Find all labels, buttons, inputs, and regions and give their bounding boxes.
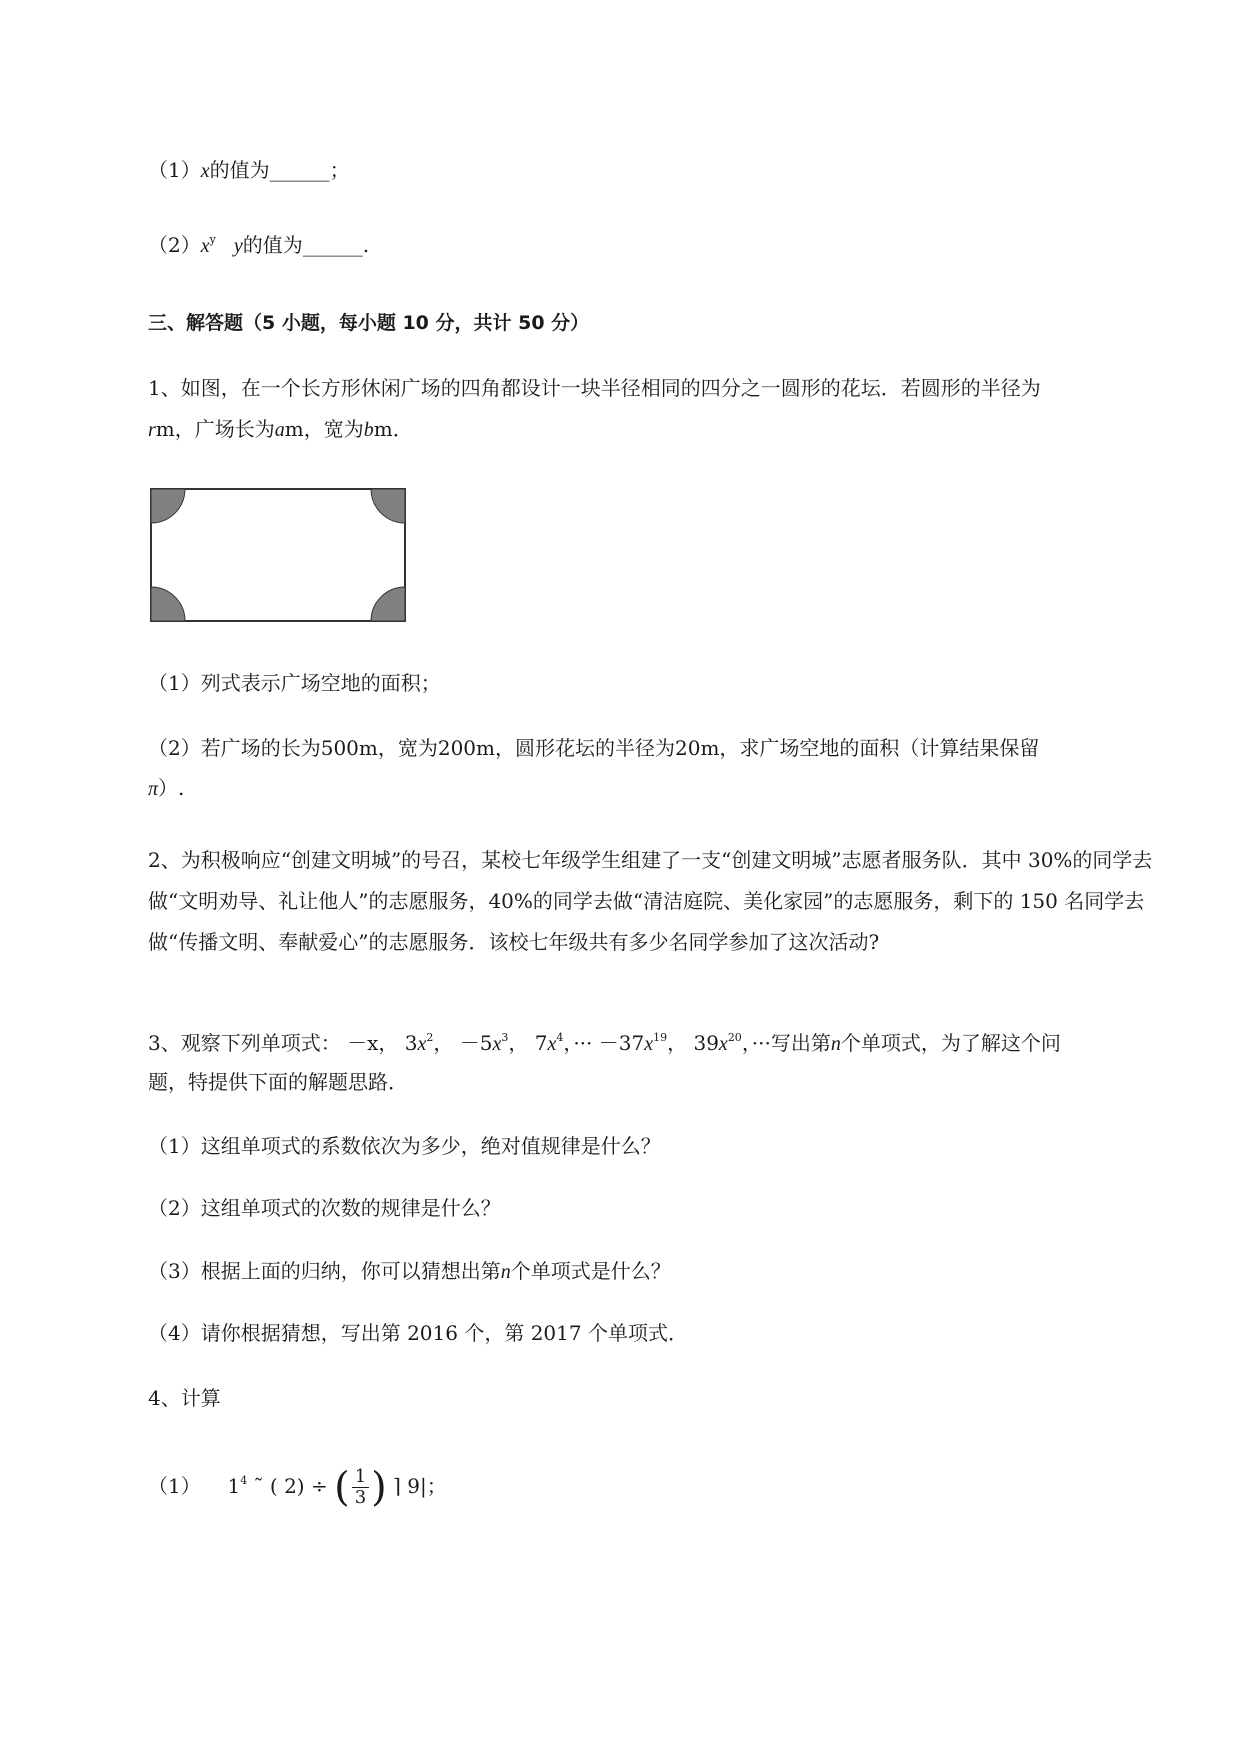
problem-1-sub-2-line-1: （2）若广场的长为500m，宽为200m，圆形花坛的半径为20m，求广场空地的面积（计算结果保留 [148,736,1040,760]
plaza-figure [150,488,406,622]
plaza-rectangle [151,489,405,621]
term-6: $39x^{20}$ [693,1031,742,1055]
left-paren: ( [334,1464,350,1511]
exponent: y [209,233,216,246]
problem-1-line-2: rm，广场长为am，宽为bm． [148,417,413,441]
question-number: （1） [148,158,201,182]
problem-3-sub-4: （4）请你根据猜想，写出第 2016 个，第 2017 个单项式． [148,1321,688,1345]
problem-2: 2、为积极响应“创建文明城”的号召，某校七年级学生组建了一支“创建文明城”志愿者服务队．其中 30%的同学去做“文明劝导、礼让他人”的志愿服务，40%的同学去做“清洁庭院、美化家园”的志愿服务，剩下的 150 名同学去做“传播文明、奉献爱心”的志愿服务．该校七年级共有多少名同学参加了这次活动? [148,848,1153,954]
question-text: 的值为______. [242,233,370,257]
problem-3-sub-3: （3）根据上面的归纳，你可以猜想出第n个单项式是什么？ [148,1259,671,1283]
question-number: （1） [148,1474,201,1498]
term-1: －x， [347,1031,399,1055]
fraction: $\frac{1}{3}$ [352,1467,369,1508]
problem-3-line-1: 3、观察下列单项式： －x， $3x^2$， $-5x^3$， $7x^4$，··· $-37x^{19}$， $39x^{20}$，···写出第n个单项式，为了解这个问 [148,1031,1061,1055]
problem-1-sub-2-line-2: π）. [148,776,185,800]
variable-x: x [200,160,210,182]
question-number: （2） [148,233,201,257]
term-3: $-5x^3$， [459,1031,529,1055]
problem-4-sub-1: （1） $1^4$ ˜ ( 2) ÷ ( $\frac{1}{3}$ ) ⌉ 9|； [148,1464,447,1511]
variable-x: x [200,235,210,257]
problem-3-sub-2: （2）这组单项式的次数的规律是什么？ [148,1196,501,1220]
fill-question-2 [148,230,369,261]
problem-3-sub-1: （1）这组单项式的系数依次为多少，绝对值规律是什么？ [148,1134,661,1158]
problem-3-line-2: 题，特提供下面的解题思路． [148,1070,408,1094]
question-text: 的值为______； [209,158,350,182]
term-5: $-37x^{19}$， [598,1031,688,1055]
problem-1-sub-1: （1）列式表示广场空地的面积； [148,671,441,695]
term-4: $7x^4$ [534,1031,564,1055]
problem-1-line-1: 1、如图，在一个长方形休闲广场的四角都设计一块半径相同的四分之一圆形的花坛．若圆形的半径为 [148,376,1041,400]
term-2: $3x^2$， [404,1031,454,1055]
section-heading: 三、解答题（5 小题，每小题 10 分，共计 50 分） [148,312,590,334]
fill-question-1 [148,155,350,186]
variable-y: y [233,235,243,257]
problem-4-title: 4、计算 [148,1386,221,1410]
right-paren: ) [371,1464,387,1511]
